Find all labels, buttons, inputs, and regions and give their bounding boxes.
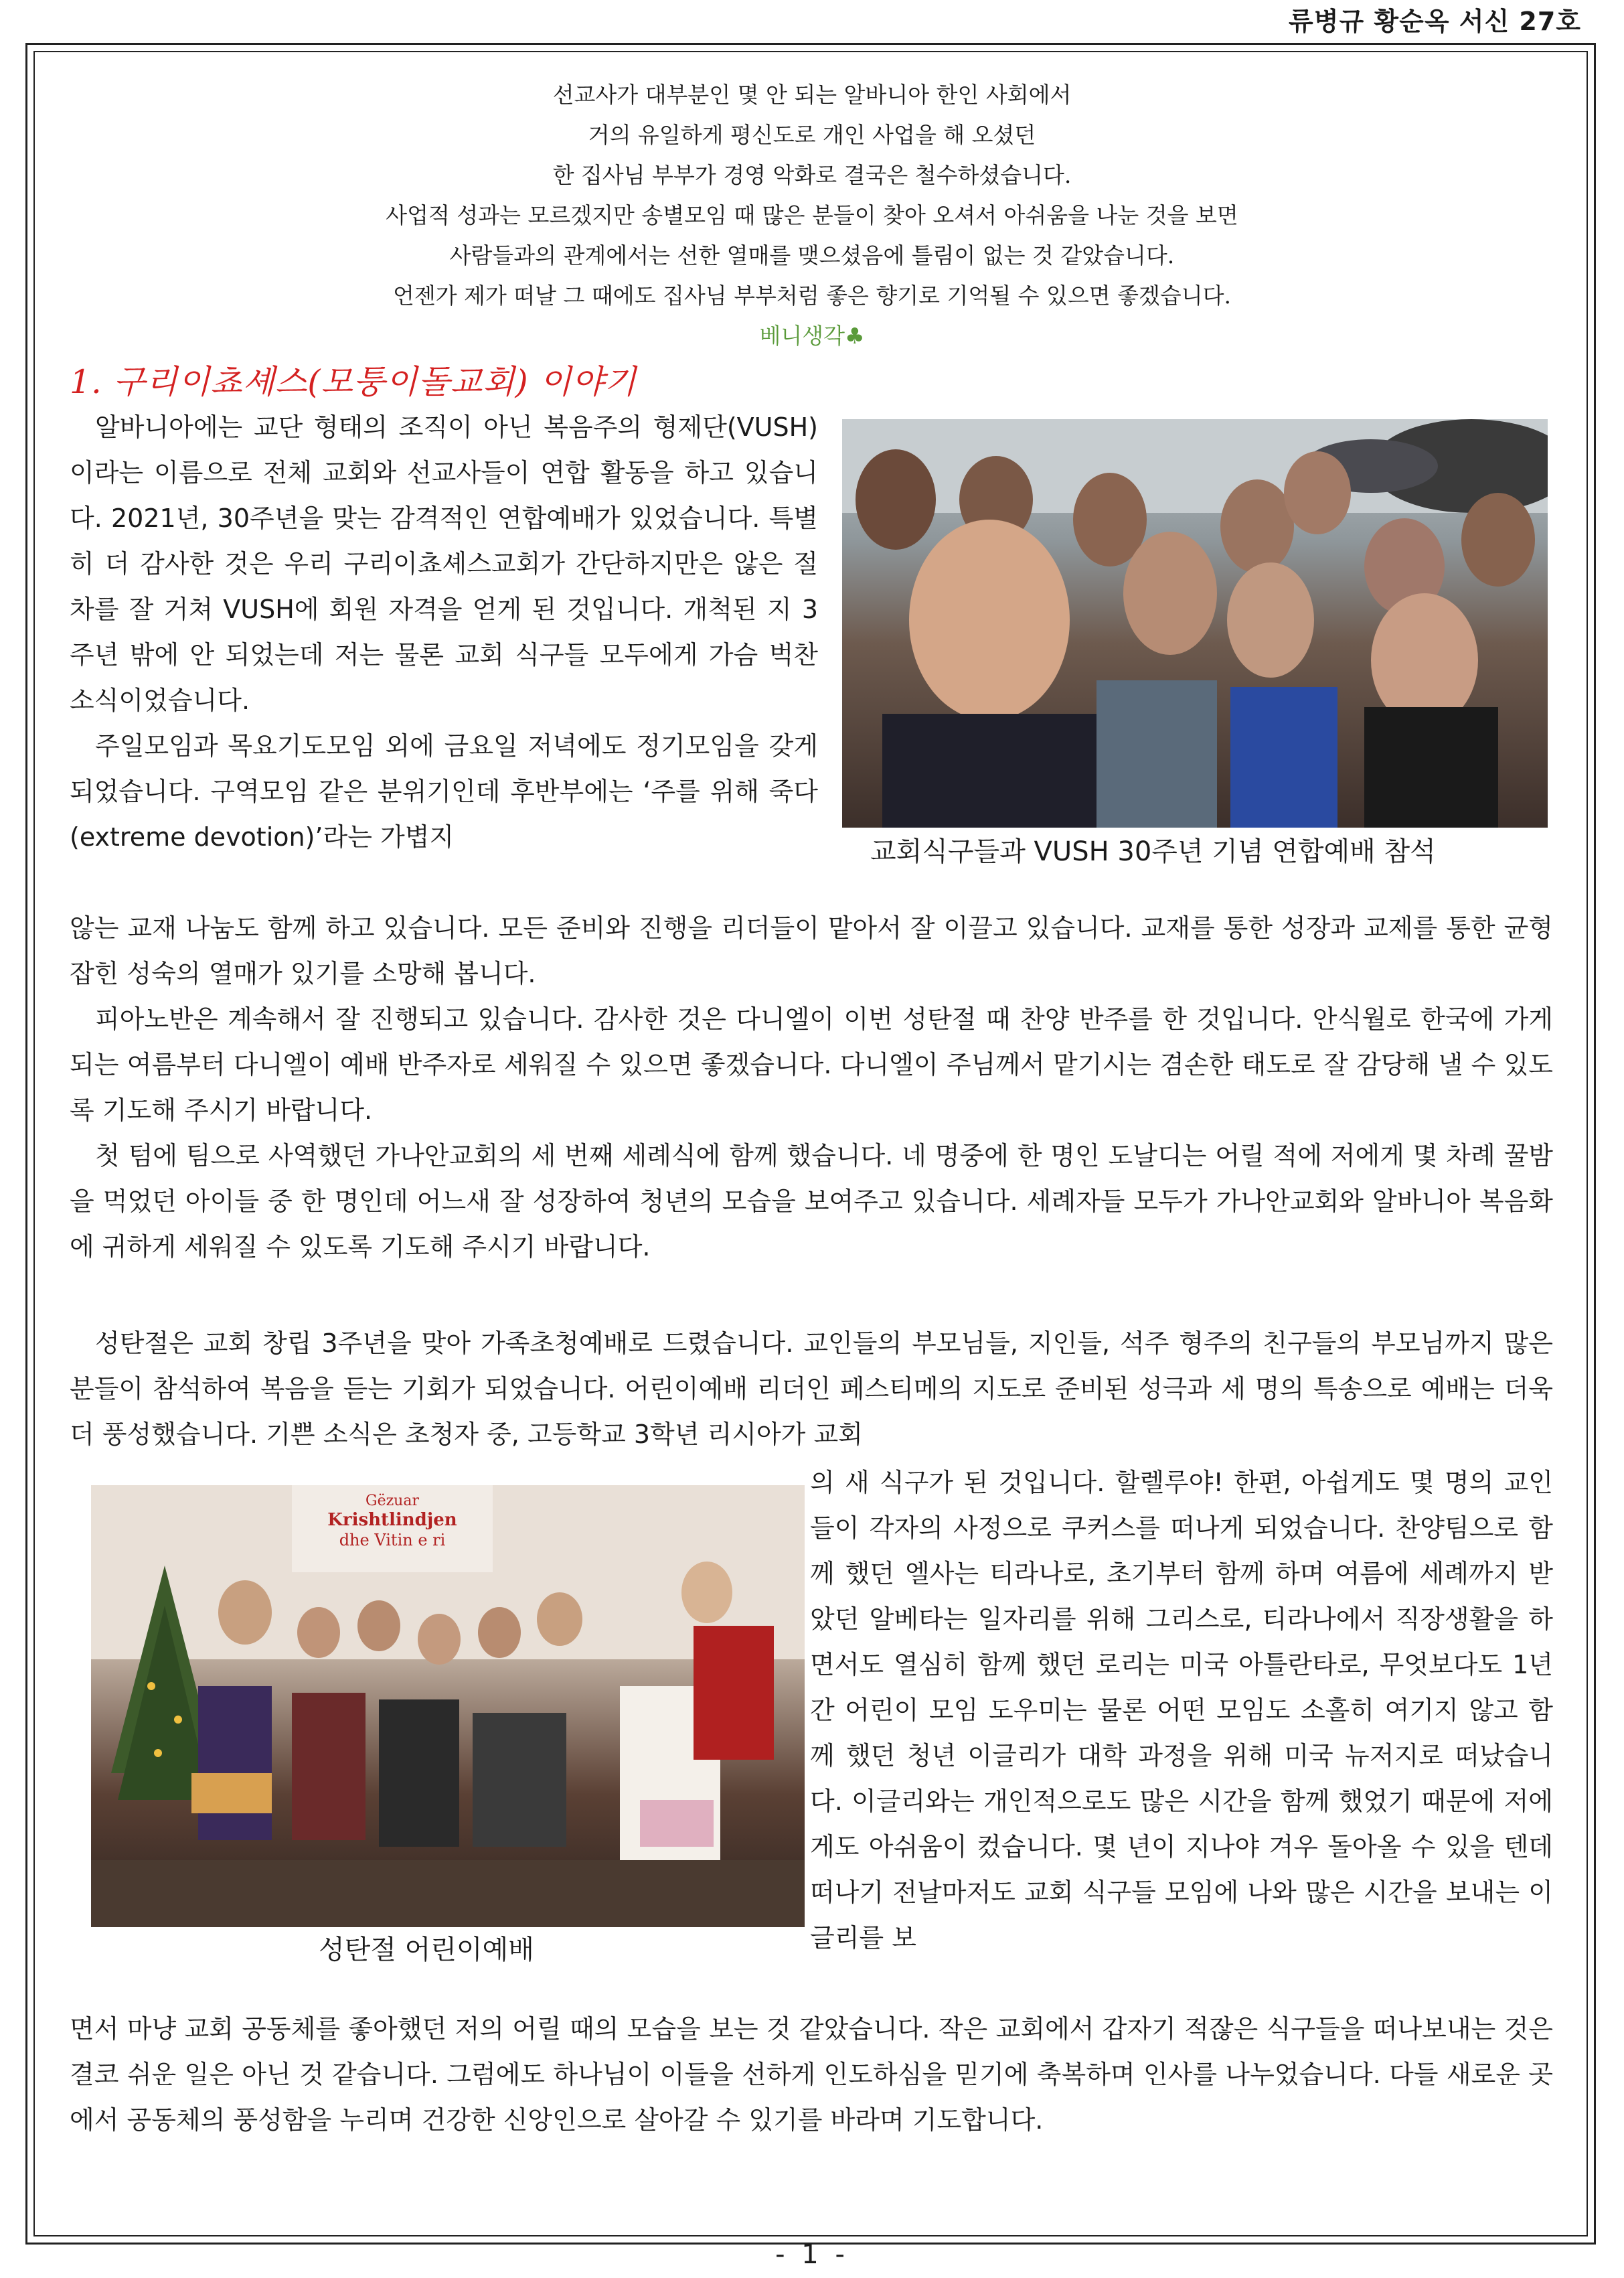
christmas-photo-art: [91, 1485, 805, 1927]
closing-text: [70, 2006, 1553, 2143]
full-width-text: [70, 905, 1553, 1270]
intro-line: 거의 유일하게 평신도로 개인 사업을 해 오셨던: [588, 122, 1036, 148]
paragraph-vush: 알바니아에는 교단 형태의 조직이 아닌 복음주의 형제단(VUSH)이라는 이름으로 전체 교회와 선교사들이 연합 활동을 하고 있습니다. 2021년, 30주년을 맞는 감격적인 연합예배가 있었습니다. 특별히 더 감사한 것은 우리 구리이쵸셰스교회가 간단하지만은 않은 절차를 잘 거쳐 VUSH에 회원 자격을 얻게 된 것입니다. 개척된 지 3주년 밖에 안 되었는데 저는 물론 교회 식구들 모두에게 가슴 벅찬 소식이었습니다.: [70, 412, 818, 715]
intro-line: 사업적 성과는 모르겠지만 송별모임 때 많은 분들이 찾아 오셔서 아쉬움을 나눈 것을 보면: [386, 202, 1238, 228]
christmas-text: [70, 1320, 1553, 1457]
left-column-text: [70, 404, 818, 860]
banner-text-3: dhe Vitin e ri: [339, 1531, 446, 1549]
paragraph-closing: 면서 마냥 교회 공동체를 좋아했던 저의 어릴 때의 모습을 보는 것 같았습니다. 작은 교회에서 갑자기 적잖은 식구들을 떠나보내는 것은 결코 쉬운 일은 아닌 것 같습니다. 그럼에도 하나님이 이들을 선하게 인도하심을 믿기에 축복하며 인사를 나누었습니다. 다들 새로운 곳에서 공동체의 풍성함을 누리며 건강한 신앙인으로 살아갈 수 있기를 바라며 기도합니다.: [70, 2014, 1553, 2135]
christmas-photo-caption: 성탄절 어린이예배: [319, 1934, 534, 1965]
intro-quote: [94, 75, 1530, 356]
union-photo-caption: 교회식구들과 VUSH 30주년 기념 연합예배 참석: [870, 836, 1436, 867]
intro-line: 한 집사님 부부가 경영 악화로 결국은 철수하셨습니다.: [552, 162, 1072, 188]
banner-text-1: Gëzuar: [366, 1493, 419, 1509]
paragraph-christmas: 성탄절은 교회 창립 3주년을 맞아 가족초청예배로 드렸습니다. 교인들의 부모님들, 지인들, 석주 형주의 친구들의 부모님까지 많은 분들이 참석하여 복음을 듣는 기회가 되었습니다. 어린이예배 리더인 페스티메의 지도로 준비된 성극과 세 명의 특송으로 예배는 더욱 더 풍성했습니다. 기쁜 소식은 초청자 중, 고등학교 3학년 리시아가 교회: [70, 1328, 1553, 1449]
paragraph-christmas-cont: 의 새 식구가 된 것입니다. 할렐루야! 한편, 아쉽게도 몇 명의 교인들이 각자의 사정으로 쿠커스를 떠나게 되었습니다. 찬양팀으로 함께 했던 엘사는 티라나로, 초기부터 함께 하며 여름에 세례까지 받았던 알베타는 일자리를 위해 그리스로, 티라나에서 직장생활을 하면서도 열심히 함께 했던 로리는 미국 아틀란타로, 무엇보다도 1년간 어린이 모임 도우미는 물론 어떤 모임도 소홀히 여기지 않고 함께 했던 청년 이글리가 대학 과정을 위해 미국 뉴저지로 떠났습니다. 이글리와는 개인적으로도 많은 시간을 함께 했었기 때문에 저에게도 아쉬움이 컸습니다. 몇 년이 지나야 겨우 돌아올 수 있을 텐데 떠나기 전날마저도 교회 식구들 모임에 나와 많은 시간을 보내는 이글리를 보: [810, 1468, 1553, 1953]
paragraph-baptism: 첫 텀에 팀으로 사역했던 가나안교회의 세 번째 세례식에 함께 했습니다. 네 명중에 한 명인 도날디는 어릴 적에 저에게 몇 차례 꿀밤을 먹었던 아이들 중 한 명인데 어느새 잘 성장하여 청년의 모습을 보여주고 있습니다. 세례자들 모두가 가나안교회와 알바니아 복음화에 귀하게 세워질 수 있도록 기도해 주시기 바랍니다.: [70, 1141, 1553, 1262]
paragraph-friday-meeting-cont: 않는 교재 나눔도 함께 하고 있습니다. 모든 준비와 진행을 리더들이 맡아서 잘 이끌고 있습니다. 교재를 통한 성장과 교제를 통한 균형 잡힌 성숙의 열매가 있기를 소망해 봅니다.: [70, 913, 1553, 988]
union-worship-photo: [842, 419, 1548, 828]
union-worship-photo-art: [842, 419, 1548, 828]
banner-text-2: Krishtlindjen: [327, 1510, 457, 1530]
letter-title: 류병규 황순옥 서신 27호: [1289, 7, 1581, 36]
paragraph-piano: 피아노반은 계속해서 잘 진행되고 있습니다. 감사한 것은 다니엘이 이번 성탄절 때 찬양 반주를 한 것입니다. 안식월로 한국에 가게 되는 여름부터 다니엘이 예배 반주자로 세워질 수 있으면 좋겠습니다. 다니엘이 주님께서 맡기시는 겸손한 태도로 잘 감당해 낼 수 있도록 기도해 주시기 바랍니다.: [70, 1004, 1553, 1125]
section-heading: 1. 구리이쵸셰스(모퉁이돌교회) 이야기: [70, 363, 637, 401]
intro-line: 언젠가 제가 떠날 그 때에도 집사님 부부처럼 좋은 향기로 기억될 수 있으면 좋겠습니다.: [392, 283, 1232, 309]
intro-line: 선교사가 대부분인 몇 안 되는 알바니아 한인 사회에서: [552, 82, 1072, 108]
right-column-text: [810, 1460, 1553, 1961]
intro-line: 사람들과의 관계에서는 선한 열매를 맺으셨음에 틀림이 없는 것 같았습니다.: [449, 242, 1175, 269]
christmas-children-photo: [91, 1485, 805, 1927]
page-number: - 1 -: [775, 2239, 849, 2270]
intro-signature: 베니생각♣: [759, 323, 865, 349]
paragraph-friday-meeting: 주일모임과 목요기도모임 외에 금요일 저녁에도 정기모임을 갖게 되었습니다. 구역모임 같은 분위기인데 후반부에는 ‘주를 위해 죽다(extreme devotion)’라는 가볍지: [70, 731, 818, 852]
